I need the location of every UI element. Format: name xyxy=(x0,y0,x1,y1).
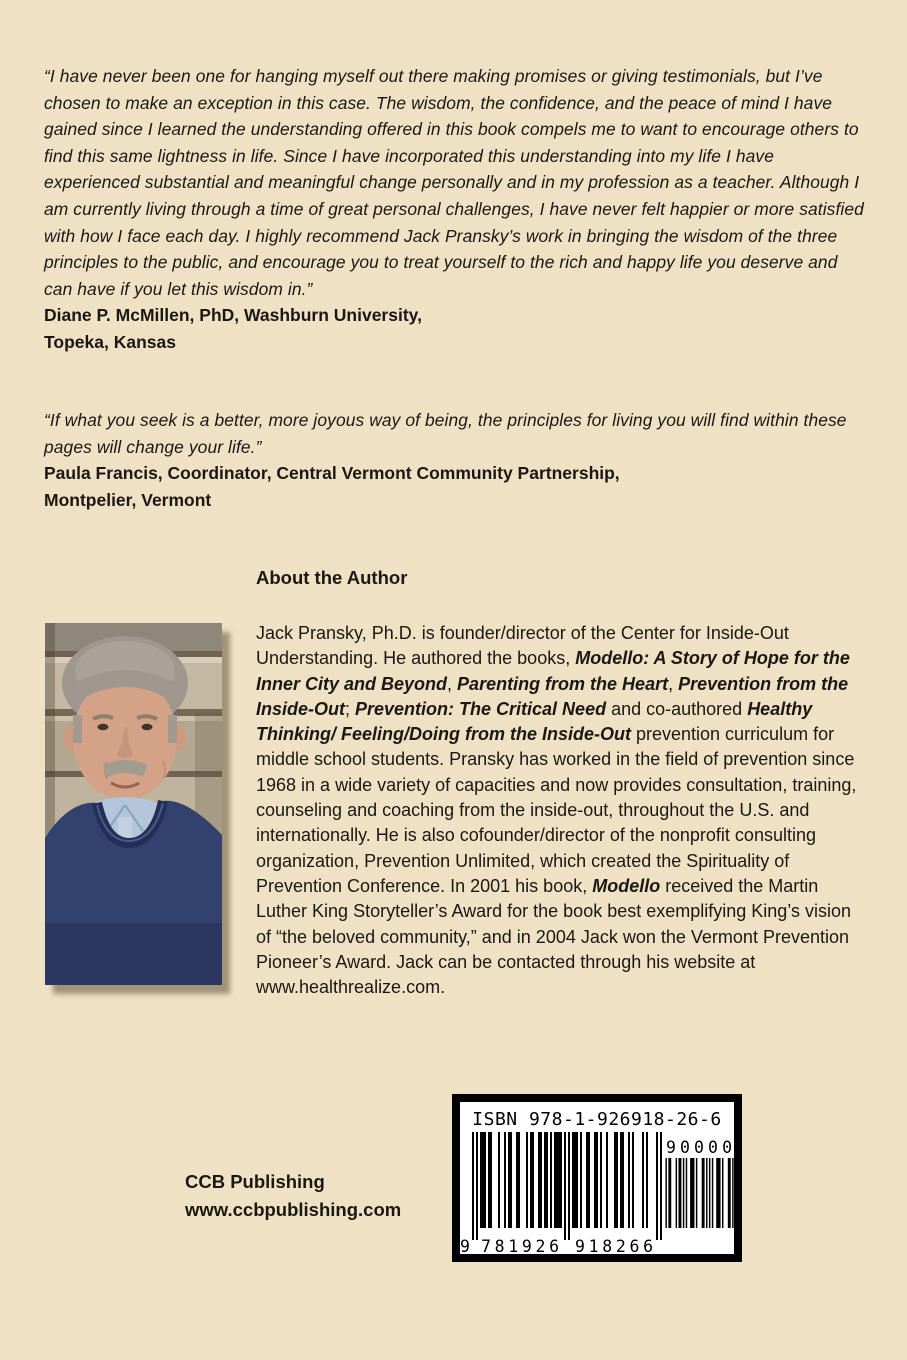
book-title-text: Prevention: The Critical Need xyxy=(355,698,607,719)
barcode-bar xyxy=(606,1132,608,1228)
barcode-bar xyxy=(679,1158,682,1228)
barcode-bar xyxy=(538,1132,542,1228)
barcode-bar xyxy=(660,1132,662,1240)
body-text: prevention curriculum for middle school students. Pransky has worked in the field of prevention since 1968 in a wide variety of capacities and now provides consultation, training, counseling and coaching from the inside-out, throughout the U.S. and internationally. He is also cofounder/director of the nonprofit consulting organization, Prevention Unlimited, which created the Spirituality of Prevention Conference. In 2001 his book, xyxy=(256,724,857,896)
publisher-name: CCB Publishing xyxy=(185,1171,325,1192)
barcode-digit-group1: 781926 xyxy=(481,1237,559,1256)
isbn-barcode xyxy=(452,1094,742,1262)
barcode-bar xyxy=(526,1132,528,1228)
barcode-bar xyxy=(594,1132,598,1228)
barcode-bar xyxy=(620,1132,624,1228)
barcode-supplement-text: 90000 xyxy=(666,1138,732,1157)
barcode-bar xyxy=(628,1132,630,1228)
testimonial-2 xyxy=(44,407,868,513)
publisher-block xyxy=(185,1168,401,1223)
barcode-bar xyxy=(686,1158,687,1228)
author-photo xyxy=(45,623,222,985)
barcode-bar xyxy=(530,1132,534,1228)
barcode-bar xyxy=(476,1132,478,1240)
body-text: and co-authored xyxy=(606,698,748,719)
attribution-2-location-line: Montpelier, Vermont xyxy=(44,489,212,510)
attribution-2-name-line: Paula Francis, Coordinator, Central Vermont Community Partnership, xyxy=(44,463,620,484)
barcode-bar xyxy=(702,1158,705,1228)
isbn-barcode-block xyxy=(452,1094,742,1262)
testimonial-1 xyxy=(44,63,868,356)
barcode-bar xyxy=(516,1132,520,1228)
barcode-bar xyxy=(716,1158,720,1228)
about-the-author-heading: About the Author xyxy=(256,567,408,588)
barcode-bar xyxy=(706,1158,707,1228)
book-title-text: Modello: A Story of Hope for the Inner City and Beyond xyxy=(256,648,850,694)
barcode-bar xyxy=(668,1158,671,1228)
barcode-bar xyxy=(632,1132,634,1228)
body-text: , xyxy=(668,673,679,694)
barcode-bar xyxy=(728,1158,731,1228)
testimonial-2-quote: “If what you seek is a better, more joyous way of being, the principles for living you will find within these pages will change your life.” xyxy=(44,410,847,457)
barcode-bar xyxy=(504,1132,506,1228)
barcode-bar xyxy=(712,1158,713,1228)
barcode-bar xyxy=(508,1132,512,1228)
barcode-bar xyxy=(498,1132,500,1228)
body-text: Jack Pransky, Ph.D. is founder/director of the Center for Inside-Out Understanding. He authored the books, xyxy=(256,623,789,669)
barcode-bar xyxy=(732,1158,733,1228)
publisher-website: www.ccbpublishing.com xyxy=(185,1198,402,1220)
barcode-bar xyxy=(480,1132,486,1228)
barcode-bar xyxy=(600,1132,602,1228)
barcode-bar xyxy=(646,1132,648,1228)
barcode-bar xyxy=(722,1158,723,1228)
testimonial-1-quote: “I have never been one for hanging myself out there making promises or giving testimonials, but I’ve chosen to make an exception in this case. The wisdom, the confidence, and the peace of mind I have gained since I learned the understanding offered in this book compels me to want to encourage others to find this same lightness in life. Since I have incorporated this understanding into my life I have experienced substantial and meaningful change personally and in my profession as a teacher. Although I am currently living through a time of great personal challenges, I have never felt happier or more satisfied with how I face each day. I highly recommend Jack Pransky’s work in bringing the wisdom of the three principles to the public, and encourage you to treat yourself to the rich and happy life you deserve and can have if you let this wisdom in.” xyxy=(44,66,864,299)
barcode-digit-lead: 9 xyxy=(460,1237,470,1256)
book-title-text: Modello xyxy=(592,875,661,896)
barcode-bar xyxy=(696,1158,697,1228)
isbn-number-text: ISBN 978-1-926918-26-6 xyxy=(472,1109,722,1130)
barcode-bar xyxy=(690,1158,694,1228)
barcode-bar xyxy=(564,1132,566,1240)
barcode-bar xyxy=(586,1132,590,1228)
book-title-text: Prevention from the Inside-Out xyxy=(256,673,849,719)
barcode-digit-group2: 918266 xyxy=(575,1237,653,1256)
barcode-bar xyxy=(642,1132,644,1228)
barcode-bar xyxy=(580,1132,582,1228)
barcode-bar xyxy=(676,1158,677,1228)
barcode-bar xyxy=(572,1132,578,1228)
book-title-text: Parenting from the Heart xyxy=(457,673,669,694)
barcode-bar xyxy=(614,1132,618,1228)
book-title-text: Healthy Thinking/ Feeling/Doing from the Inside-Out xyxy=(256,698,813,745)
testimonial-1-attribution xyxy=(44,302,868,355)
testimonial-2-attribution xyxy=(44,460,868,513)
barcode-bar xyxy=(665,1158,666,1228)
body-text: ; xyxy=(345,698,356,719)
barcode-bar xyxy=(656,1132,658,1240)
barcode-bar xyxy=(550,1132,552,1228)
barcode-bar xyxy=(568,1132,570,1240)
body-text: received the Martin Luther King Storyteller’s Award for the book best exemplifying King’s vision of “the beloved community,” and in 2004 Jack won the Vermont Prevention Pioneer’s Award. Jack can be contacted through his website at www.healthrealize.com. xyxy=(256,875,851,998)
attribution-1-name-line: Diane P. McMillen, PhD, Washburn University, xyxy=(44,305,422,326)
about-author-text xyxy=(256,621,868,1000)
barcode-bar xyxy=(488,1132,492,1228)
attribution-1-location-line: Topeka, Kansas xyxy=(44,331,176,352)
barcode-bar xyxy=(544,1132,548,1228)
barcode-bar xyxy=(554,1132,562,1228)
body-text: , xyxy=(447,673,458,694)
barcode-bar xyxy=(683,1158,684,1228)
barcode-bar xyxy=(709,1158,710,1228)
barcode-bar xyxy=(472,1132,474,1240)
author-photo-illustration xyxy=(45,623,222,985)
